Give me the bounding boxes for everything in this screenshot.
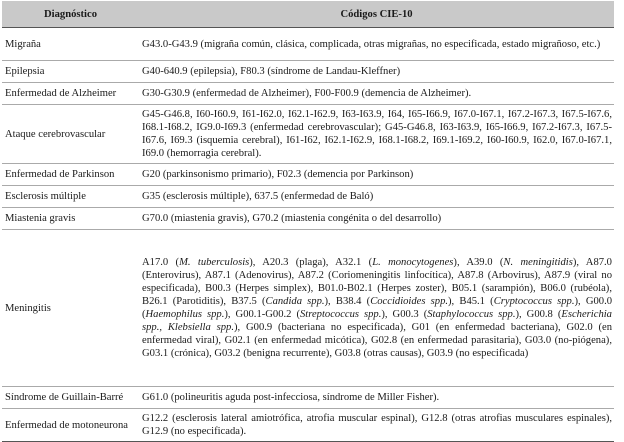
diagnosis-cell: Migraña <box>2 28 139 61</box>
organism-name: Staphylococcus spp. <box>427 309 516 320</box>
header-codigos-cie10: Códigos CIE-10 <box>139 1 614 28</box>
code-text: ), B45.1 ( <box>448 296 494 307</box>
organism-name: M. tuberculosis <box>179 257 250 268</box>
code-text: ), A39.0 ( <box>453 257 504 268</box>
organism-name: L. monocytogenes <box>372 257 454 268</box>
table-body <box>2 28 614 442</box>
code-text: G61.0 (polineuritis aguda post-infecciosa, síndrome de Miller Fisher). <box>142 392 440 403</box>
code-text: G35 (esclerosis múltiple), 637.5 (enfermedad de Baló) <box>142 191 374 202</box>
diagnosis-cell: Esclerosis múltiple <box>2 186 139 208</box>
table-row <box>2 61 614 83</box>
code-text: G43.0-G43.9 (migraña común, clásica, complicada, otras migrañas, no especificada, estado migrañoso, etc.) <box>142 38 601 50</box>
code-text: G70.0 (miastenia gravis), G70.2 (miastenia congénita o del desarrollo) <box>142 213 442 224</box>
code-text: ), B38.4 ( <box>324 296 371 307</box>
organism-name: Streptococcus spp. <box>299 309 382 320</box>
header-diagnostico: Diagnóstico <box>2 1 139 28</box>
code-text: G40-640.9 (epilepsia), F80.3 (síndrome de Landau-Kleffner) <box>142 66 401 77</box>
icd10-codes-cell <box>139 83 614 105</box>
organism-name: Candida spp. <box>265 296 325 307</box>
code-text: ), G00.8 ( <box>515 309 562 320</box>
code-text: ), G00.1-G00.2 ( <box>224 309 300 320</box>
organism-name: N. meningitidis <box>503 257 573 268</box>
code-text: ), A20.3 (plaga), A32.1 ( <box>249 257 373 268</box>
diagnosis-cell: Epilepsia <box>2 61 139 83</box>
organism-name: Cryptococcus spp. <box>493 296 575 307</box>
diagnosis-cell: Miastenia gravis <box>2 208 139 230</box>
icd10-codes-cell <box>139 409 614 442</box>
diagnosis-cell: Enfermedad de Parkinson <box>2 164 139 186</box>
icd10-codes-cell <box>139 387 614 409</box>
organism-name: Haemophilus spp. <box>145 309 225 320</box>
code-text: A17.0 ( <box>142 257 180 268</box>
organism-name: Escherichia spp., Klebsiella spp. <box>142 309 612 333</box>
code-text: ), G00.0 ( <box>142 296 613 320</box>
diagnosis-cell: Enfermedad de motoneurona <box>2 409 139 442</box>
code-text: ), G00.9 (bacteriana no especificada), G01 (en enfermedad bacteriana), G02.0 (en enfermedad viral), G02.1 (en enfermedad micótica), G02.8 (en enfermedad parasitaria), G03.0 (no-piógena), G03.1 (crónica), G03.2 (benigna recurrente), G03.8 (otras causas), G03.9 (no especificada) <box>142 322 612 359</box>
icd10-codes-cell <box>139 61 614 83</box>
code-text: ), G00.3 ( <box>381 309 428 320</box>
icd10-codes-cell <box>139 164 614 186</box>
code-text: G30-G30.9 (enfermedad de Alzheimer), F00-F00.9 (demencia de Alzheimer). <box>142 88 472 99</box>
icd10-codes-cell <box>139 186 614 208</box>
code-text: G12.2 (esclerosis lateral amiotrófica, atrofia muscular espinal), G12.8 (otras atrofias musculares espinales), G12.9 (no especificada). <box>142 413 612 437</box>
code-text: G45-G46.8, I60-I60.9, I61-I62.0, I62.1-I62.9, I63-I63.9, I64, I65-I66.9, I67.0-I67.1, I67.2-I67.3, I67.5-I67.6, I68.1-I68.2, IG9.0-I69.3 (enfermedad cerebrovascular); G45-G46.8, I63-I63.9, I65-I66.9, I67.2-I67.3, I67.5-I67.6, I69.3 (isquemia cerebral), I61-I62, I62.1-I62.9, I68.1-I68.2, I69.1-I69.2, I60-I60.9, I62.0, I67.0-I67.1, I69.0 (hemorragia cerebral). <box>142 109 612 159</box>
diagnosis-cell: Enfermedad de Alzheimer <box>2 83 139 105</box>
table-row <box>2 230 614 387</box>
table-row <box>2 83 614 105</box>
icd10-codes-cell <box>139 230 614 387</box>
table-row <box>2 186 614 208</box>
table-row <box>2 105 614 164</box>
diagnosis-codes-table <box>2 1 614 442</box>
table-row <box>2 387 614 409</box>
diagnosis-cell: Ataque cerebrovascular <box>2 105 139 164</box>
table-row <box>2 28 614 61</box>
code-text: G20 (parkinsonismo primario), F02.3 (demencia por Parkinson) <box>142 169 414 180</box>
icd10-codes-cell <box>139 208 614 230</box>
icd10-codes-cell <box>139 28 614 61</box>
icd10-codes-cell <box>139 105 614 164</box>
diagnosis-cell: Síndrome de Guillain-Barré <box>2 387 139 409</box>
organism-name: Coccidioides spp. <box>370 296 449 307</box>
table-header-row <box>2 1 614 28</box>
code-text: ), A87.0 (Enterovirus), A87.1 (Adenovirus), A87.2 (Coriomeningitis linfocítica), A87.8 (Arbovirus), A87.9 (viral no especificada), B00.3 (Herpes simplex), B01.0-B02.1 (Herpes zoster), B05.1 (sarampión), B06.0 (rubéola), B26.1 (Parotiditis), B37.5 ( <box>142 257 612 307</box>
table-row <box>2 164 614 186</box>
table-row <box>2 409 614 442</box>
table-row <box>2 208 614 230</box>
diagnosis-cell: Meningitis <box>2 230 139 387</box>
